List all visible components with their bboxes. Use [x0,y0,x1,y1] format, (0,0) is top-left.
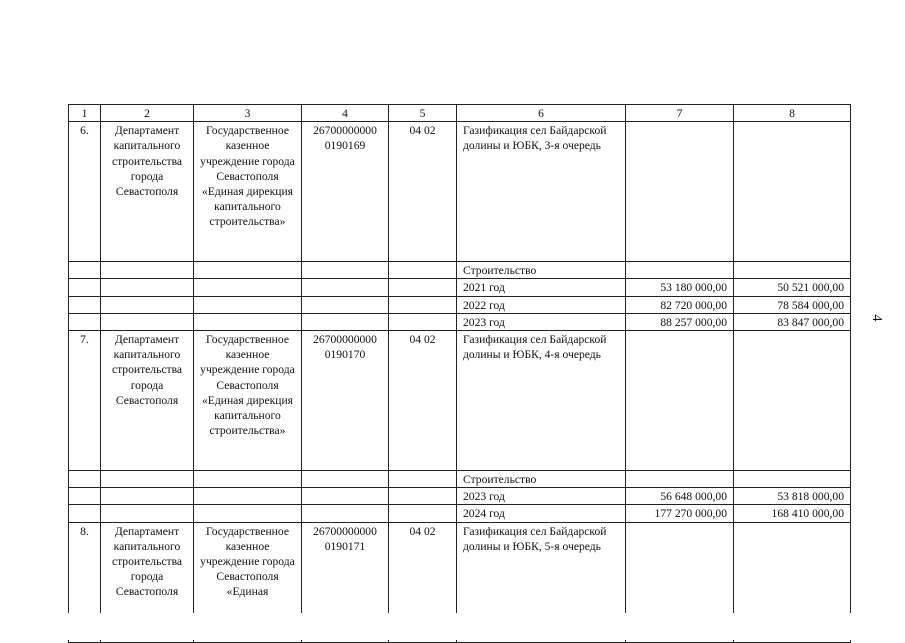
department-cell: Департамент капитального строительства города Севастополя [101,122,194,262]
amount-cell [734,122,851,262]
empty-cell [69,313,101,330]
page-number: 4 [869,314,884,322]
empty-cell [101,488,194,505]
institution-cell: Государственное казенное учреждение города Севастополя «Единая [194,522,302,642]
empty-cell [69,488,101,505]
table-row [69,296,851,313]
code-cell: 26700000000 0190171 [302,522,389,642]
empty-cell [101,505,194,522]
work-type-cell: Строительство [457,471,626,488]
empty-cell [302,279,389,296]
empty-cell [194,488,302,505]
section-cell: 04 02 [389,122,457,262]
table-row [69,279,851,296]
amount-cell: 78 584 000,00 [734,296,851,313]
empty-cell [302,296,389,313]
page-bottom-margin [0,613,905,640]
empty-cell [101,296,194,313]
year-cell: 2022 год [457,296,626,313]
table-row [69,331,851,471]
object-cell: Газификация сел Байдарской долины и ЮБК, 4-я очередь [457,331,626,471]
empty-cell [626,471,734,488]
empty-cell [69,279,101,296]
amount-cell: 88 257 000,00 [626,313,734,330]
amount-cell [626,122,734,262]
header-cell: 7 [626,105,734,122]
amount-cell: 53 180 000,00 [626,279,734,296]
empty-cell [69,505,101,522]
amount-cell: 53 818 000,00 [734,488,851,505]
entry-number: 6. [69,122,101,262]
empty-cell [69,262,101,279]
empty-cell [194,505,302,522]
amount-cell: 168 410 000,00 [734,505,851,522]
empty-cell [734,471,851,488]
empty-cell [389,488,457,505]
header-cell: 8 [734,105,851,122]
table-row [69,313,851,330]
table-row [69,122,851,262]
empty-cell [389,471,457,488]
header-cell: 3 [194,105,302,122]
year-cell: 2023 год [457,488,626,505]
amount-cell: 177 270 000,00 [626,505,734,522]
section-cell: 04 02 [389,331,457,471]
department-cell: Департамент капитального строительства города Севастополя [101,522,194,642]
table-row [69,471,851,488]
object-cell: Газификация сел Байдарской долины и ЮБК, 5-я очередь [457,522,626,642]
header-cell: 4 [302,105,389,122]
empty-cell [101,262,194,279]
empty-cell [194,471,302,488]
empty-cell [194,262,302,279]
header-cell: 5 [389,105,457,122]
year-cell: 2024 год [457,505,626,522]
object-cell: Газификация сел Байдарской долины и ЮБК, 3-я очередь [457,122,626,262]
work-type-cell: Строительство [457,262,626,279]
empty-cell [302,471,389,488]
code-cell: 26700000000 0190170 [302,331,389,471]
empty-cell [302,313,389,330]
amount-cell: 83 847 000,00 [734,313,851,330]
entry-number: 7. [69,331,101,471]
empty-cell [101,313,194,330]
empty-cell [101,471,194,488]
amount-cell: 56 648 000,00 [626,488,734,505]
empty-cell [194,279,302,296]
empty-cell [194,296,302,313]
amount-cell [734,331,851,471]
table-row [69,505,851,522]
entry-number: 8. [69,522,101,642]
empty-cell [389,262,457,279]
empty-cell [101,279,194,296]
empty-cell [194,313,302,330]
code-cell: 26700000000 0190169 [302,122,389,262]
header-cell: 1 [69,105,101,122]
empty-cell [389,505,457,522]
empty-cell [389,296,457,313]
section-cell: 04 02 [389,522,457,642]
header-cell: 2 [101,105,194,122]
amount-cell: 82 720 000,00 [626,296,734,313]
table-row [69,488,851,505]
amount-cell [626,331,734,471]
institution-cell: Государственное казенное учреждение города Севастополя «Единая дирекция капитального строительства» [194,331,302,471]
empty-cell [69,296,101,313]
header-row [69,105,851,122]
empty-cell [302,262,389,279]
header-cell: 6 [457,105,626,122]
empty-cell [302,488,389,505]
empty-cell [302,505,389,522]
empty-cell [734,262,851,279]
empty-cell [626,262,734,279]
department-cell: Департамент капитального строительства города Севастополя [101,331,194,471]
year-cell: 2021 год [457,279,626,296]
year-cell: 2023 год [457,313,626,330]
institution-cell: Государственное казенное учреждение города Севастополя «Единая дирекция капитального строительства» [194,122,302,262]
amount-cell: 50 521 000,00 [734,279,851,296]
table-row [69,262,851,279]
empty-cell [389,279,457,296]
budget-table [68,104,851,643]
empty-cell [389,313,457,330]
empty-cell [69,471,101,488]
